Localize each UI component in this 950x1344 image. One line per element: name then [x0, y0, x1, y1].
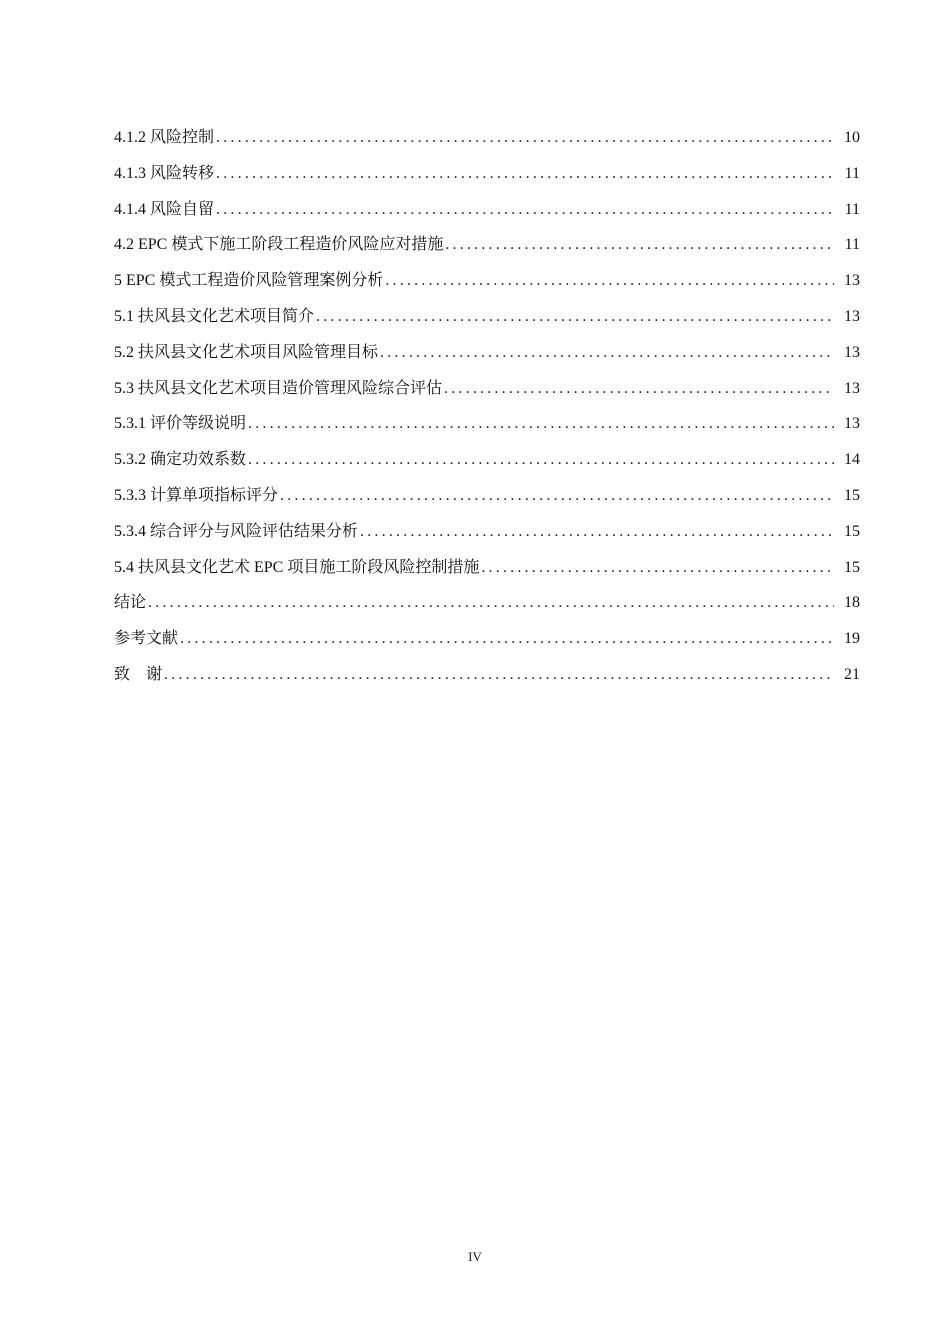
toc-entry-label: 5.3.3 计算单项指标评分	[114, 486, 279, 504]
toc-leader-dots	[248, 442, 834, 478]
toc-entry-label: 4.2 EPC 模式下施工阶段工程造价风险应对措施	[114, 236, 444, 254]
toc-entry-label: 5.3.2 确定功效系数	[114, 451, 247, 469]
toc-entry-page: 18	[844, 594, 860, 612]
table-of-contents	[114, 120, 860, 693]
toc-entry[interactable]	[114, 657, 860, 693]
toc-entry-page: 21	[844, 665, 860, 683]
toc-entry-page: 13	[844, 343, 860, 361]
toc-entry[interactable]	[114, 263, 860, 299]
toc-entry[interactable]	[114, 478, 860, 514]
toc-leader-dots	[360, 514, 834, 550]
toc-entry-label: 5.3.4 综合评分与风险评估结果分析	[114, 522, 359, 540]
toc-entry-page: 15	[844, 522, 860, 540]
toc-leader-dots	[216, 192, 834, 228]
toc-entry-page: 13	[844, 415, 860, 433]
toc-entry-label: 4.1.2 风险控制	[114, 129, 215, 146]
toc-leader-dots	[316, 299, 834, 335]
toc-entry[interactable]	[114, 156, 860, 192]
toc-entry-label: 5.4 扶风县文化艺术 EPC 项目施工阶段风险控制措施	[114, 558, 480, 576]
toc-leader-dots	[180, 621, 834, 657]
toc-entry[interactable]	[114, 192, 860, 228]
toc-entry-label: 5.3.1 评价等级说明	[114, 415, 247, 433]
toc-leader-dots	[481, 550, 834, 586]
toc-entry-page: 11	[844, 164, 860, 182]
page-number: IV	[468, 1249, 482, 1264]
toc-leader-dots	[216, 156, 834, 192]
toc-entry-page: 15	[844, 486, 860, 504]
toc-leader-dots	[248, 406, 834, 442]
toc-entry[interactable]	[114, 227, 860, 263]
toc-entry-page: 10	[844, 129, 860, 146]
toc-entry[interactable]	[114, 299, 860, 335]
toc-entry-page: 15	[844, 558, 860, 576]
toc-entry-label: 4.1.4 风险自留	[114, 200, 215, 218]
toc-entry[interactable]	[114, 514, 860, 550]
toc-leader-dots	[444, 371, 834, 407]
toc-entry[interactable]	[114, 406, 860, 442]
toc-entry-label: 4.1.3 风险转移	[114, 164, 215, 182]
toc-entry-label: 5.2 扶风县文化艺术项目风险管理目标	[114, 343, 379, 361]
toc-leader-dots	[280, 478, 834, 514]
toc-entry-page: 19	[844, 630, 860, 648]
toc-entry-page: 13	[844, 307, 860, 325]
toc-entry-page: 14	[844, 451, 860, 469]
toc-leader-dots	[385, 263, 834, 299]
toc-entry[interactable]	[114, 335, 860, 371]
toc-entry-label: 参考文献	[114, 630, 179, 648]
toc-entry[interactable]	[114, 550, 860, 586]
toc-entry[interactable]	[114, 371, 860, 407]
toc-entry[interactable]	[114, 621, 860, 657]
toc-leader-dots	[216, 120, 834, 156]
toc-entry-label: 5.1 扶风县文化艺术项目简介	[114, 307, 315, 325]
toc-leader-dots	[148, 585, 834, 621]
toc-entry-page: 13	[844, 272, 860, 290]
toc-leader-dots	[164, 657, 834, 693]
toc-entry-page: 13	[844, 379, 860, 397]
toc-entry[interactable]	[114, 442, 860, 478]
toc-entry-label: 结论	[114, 594, 147, 612]
toc-entry-page: 11	[844, 200, 860, 218]
toc-entry-page: 11	[844, 236, 860, 254]
toc-entry[interactable]	[114, 585, 860, 621]
toc-entry-label: 5.3 扶风县文化艺术项目造价管理风险综合评估	[114, 379, 443, 397]
toc-leader-dots	[380, 335, 834, 371]
toc-entry[interactable]	[114, 120, 860, 156]
toc-entry-label: 5 EPC 模式工程造价风险管理案例分析	[114, 272, 384, 290]
toc-leader-dots	[445, 227, 834, 263]
toc-entry-label: 致 谢	[114, 665, 163, 683]
